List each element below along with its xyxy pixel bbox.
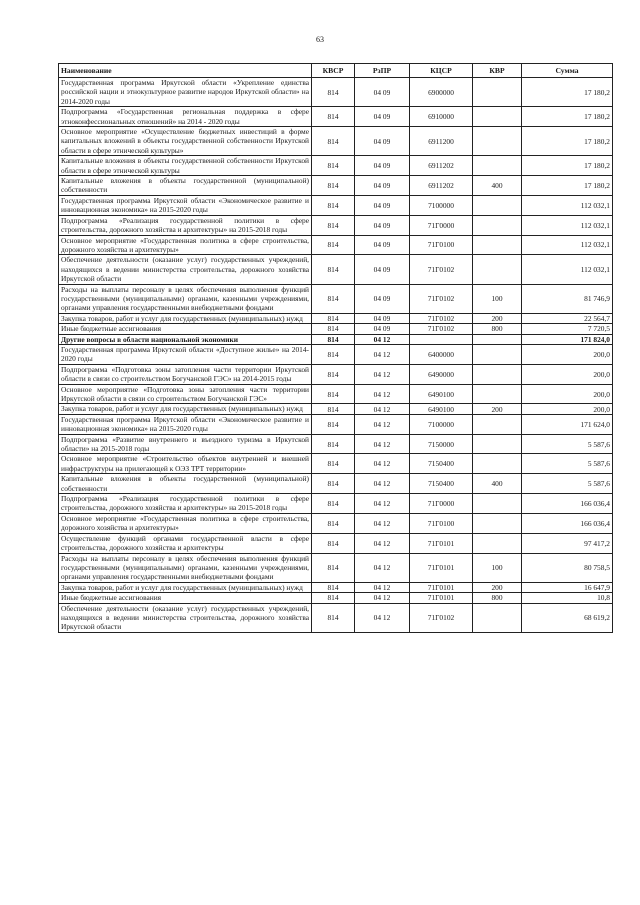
table-row <box>59 603 613 632</box>
cell-sum: 200,0 <box>522 404 613 414</box>
cell-kvsr: 814 <box>312 494 355 514</box>
cell-rzpr: 04 09 <box>355 176 410 196</box>
cell-kvsr: 814 <box>312 284 355 313</box>
cell-name: Основное мероприятие «Осуществление бюджетных инвестиций в форме капитальных вложений в объекты государственной собственности Иркутской области в сфере этнической культуры» <box>59 127 312 156</box>
cell-rzpr: 04 09 <box>355 78 410 107</box>
cell-rzpr: 04 12 <box>355 434 410 454</box>
table-row <box>59 215 613 235</box>
cell-rzpr: 04 09 <box>355 127 410 156</box>
cell-kcsr: 71Г0000 <box>410 215 473 235</box>
cell-kvr <box>473 364 522 384</box>
cell-kcsr <box>410 334 473 344</box>
cell-kcsr: 71Г0102 <box>410 284 473 313</box>
cell-kvr <box>473 195 522 215</box>
cell-sum: 171 824,0 <box>522 334 613 344</box>
cell-sum: 17 180,2 <box>522 176 613 196</box>
cell-kcsr: 71Г0101 <box>410 533 473 553</box>
cell-kvsr: 814 <box>312 404 355 414</box>
cell-name: Государственная программа Иркутской области «Экономическое развитие и инновационная экономика» на 2015-2020 годы <box>59 195 312 215</box>
cell-kvsr: 814 <box>312 414 355 434</box>
table-row <box>59 364 613 384</box>
cell-kvr: 100 <box>473 284 522 313</box>
cell-kcsr: 6900000 <box>410 78 473 107</box>
cell-rzpr: 04 09 <box>355 324 410 334</box>
cell-kvsr: 814 <box>312 334 355 344</box>
table-row <box>59 127 613 156</box>
cell-kcsr: 71Г0101 <box>410 593 473 603</box>
table-row <box>59 255 613 284</box>
cell-name: Государственная программа Иркутской области «Укрепление единства российской нации и этнокультурное развитие народов Иркутской области» на 2014-2020 годы <box>59 78 312 107</box>
cell-kvr <box>473 414 522 434</box>
cell-kcsr: 71Г0100 <box>410 235 473 255</box>
cell-name: Иные бюджетные ассигнования <box>59 324 312 334</box>
cell-rzpr: 04 12 <box>355 553 410 582</box>
table-row <box>59 533 613 553</box>
table-row <box>59 494 613 514</box>
cell-sum: 17 180,2 <box>522 78 613 107</box>
table-row <box>59 474 613 494</box>
budget-table <box>58 63 613 633</box>
cell-name: Закупка товаров, работ и услуг для государственных (муниципальных) нужд <box>59 404 312 414</box>
cell-kcsr: 7150000 <box>410 434 473 454</box>
cell-kvr <box>473 513 522 533</box>
cell-sum: 200,0 <box>522 364 613 384</box>
cell-sum: 5 587,6 <box>522 454 613 474</box>
cell-sum: 68 619,2 <box>522 603 613 632</box>
cell-kvsr: 814 <box>312 195 355 215</box>
cell-sum: 112 032,1 <box>522 255 613 284</box>
cell-name: Капитальные вложения в объекты государственной (муниципальной) собственности <box>59 474 312 494</box>
cell-rzpr: 04 09 <box>355 156 410 176</box>
cell-sum: 112 032,1 <box>522 235 613 255</box>
cell-kcsr: 7100000 <box>410 195 473 215</box>
cell-kvsr: 814 <box>312 454 355 474</box>
cell-rzpr: 04 12 <box>355 582 410 592</box>
cell-kcsr: 7150400 <box>410 454 473 474</box>
cell-kvr <box>473 127 522 156</box>
cell-kvr <box>473 107 522 127</box>
cell-kvr: 800 <box>473 324 522 334</box>
table-row <box>59 334 613 344</box>
cell-name: Подпрограмма «Государственная региональная поддержка в сфере этноконфессиональных отношений» на 2014 - 2020 годы <box>59 107 312 127</box>
cell-sum: 112 032,1 <box>522 215 613 235</box>
cell-sum: 171 624,0 <box>522 414 613 434</box>
cell-rzpr: 04 12 <box>355 384 410 404</box>
cell-kvr <box>473 603 522 632</box>
cell-kcsr: 71Г0102 <box>410 603 473 632</box>
cell-kvr: 800 <box>473 593 522 603</box>
table-row <box>59 235 613 255</box>
cell-name: Подпрограмма «Подготовка зоны затопления части территории Иркутской области в связи со строительством Богучанской ГЭС» на 2014-2015 годы <box>59 364 312 384</box>
table-row <box>59 284 613 313</box>
cell-sum: 200,0 <box>522 344 613 364</box>
cell-sum: 17 180,2 <box>522 107 613 127</box>
cell-kvsr: 814 <box>312 127 355 156</box>
cell-kcsr: 71Г0102 <box>410 255 473 284</box>
cell-kvr: 200 <box>473 582 522 592</box>
cell-rzpr: 04 09 <box>355 284 410 313</box>
cell-kcsr: 71Г0100 <box>410 513 473 533</box>
table-row <box>59 553 613 582</box>
table-row <box>59 344 613 364</box>
cell-sum: 112 032,1 <box>522 195 613 215</box>
cell-sum: 17 180,2 <box>522 156 613 176</box>
cell-name: Основное мероприятие «Государственная политика в сфере строительства, дорожного хозяйства и архитектуры» <box>59 235 312 255</box>
cell-rzpr: 04 12 <box>355 414 410 434</box>
cell-name: Иные бюджетные ассигнования <box>59 593 312 603</box>
cell-kvsr: 814 <box>312 215 355 235</box>
cell-kcsr: 6490100 <box>410 384 473 404</box>
cell-kvr <box>473 78 522 107</box>
cell-sum: 17 180,2 <box>522 127 613 156</box>
cell-kvsr: 814 <box>312 344 355 364</box>
cell-kvr <box>473 156 522 176</box>
cell-kvr: 400 <box>473 474 522 494</box>
table-row <box>59 414 613 434</box>
table-row <box>59 454 613 474</box>
cell-rzpr: 04 09 <box>355 195 410 215</box>
cell-kvsr: 814 <box>312 553 355 582</box>
header-sum: Сумма <box>522 64 613 78</box>
cell-kcsr: 6490100 <box>410 404 473 414</box>
cell-kcsr: 6911202 <box>410 176 473 196</box>
cell-name: Подпрограмма «Развитие внутреннего и въездного туризма в Иркутской области» на 2015-2018 годы <box>59 434 312 454</box>
cell-kvsr: 814 <box>312 474 355 494</box>
cell-kvsr: 814 <box>312 603 355 632</box>
cell-rzpr: 04 09 <box>355 255 410 284</box>
cell-kvr <box>473 235 522 255</box>
cell-kvr: 400 <box>473 176 522 196</box>
cell-name: Другие вопросы в области национальной экономики <box>59 334 312 344</box>
cell-kvr <box>473 334 522 344</box>
cell-kcsr: 71Г0102 <box>410 313 473 323</box>
cell-name: Основное мероприятие «Строительство объектов внутренней и внешней инфраструктуры на прилегающей к ОЭЗ ТРТ территории» <box>59 454 312 474</box>
cell-name: Государственная программа Иркутской области «Экономическое развитие и инновационная экономика» на 2015-2020 годы <box>59 414 312 434</box>
cell-name: Обеспечение деятельности (оказание услуг) государственных учреждений, находящихся в ведении министерства строительства, дорожного хозяйства Иркутской области <box>59 255 312 284</box>
cell-rzpr: 04 12 <box>355 513 410 533</box>
table-row <box>59 176 613 196</box>
header-kcsr: КЦСР <box>410 64 473 78</box>
cell-rzpr: 04 12 <box>355 454 410 474</box>
cell-kcsr: 71Г0102 <box>410 324 473 334</box>
cell-sum: 80 758,5 <box>522 553 613 582</box>
cell-kvsr: 814 <box>312 364 355 384</box>
cell-kcsr: 6910000 <box>410 107 473 127</box>
cell-kcsr: 7150400 <box>410 474 473 494</box>
cell-sum: 200,0 <box>522 384 613 404</box>
table-body <box>59 78 613 633</box>
cell-rzpr: 04 12 <box>355 344 410 364</box>
header-kvsr: КВСР <box>312 64 355 78</box>
cell-name: Подпрограмма «Реализация государственной политики в сфере строительства, дорожного хозяйства и архитектуры» на 2015-2018 годы <box>59 494 312 514</box>
cell-kvsr: 814 <box>312 324 355 334</box>
table-row <box>59 513 613 533</box>
cell-kvsr: 814 <box>312 593 355 603</box>
cell-rzpr: 04 09 <box>355 215 410 235</box>
table-row <box>59 384 613 404</box>
table-row <box>59 593 613 603</box>
cell-name: Закупка товаров, работ и услуг для государственных (муниципальных) нужд <box>59 582 312 592</box>
cell-kcsr: 7100000 <box>410 414 473 434</box>
cell-kvsr: 814 <box>312 434 355 454</box>
cell-rzpr: 04 09 <box>355 313 410 323</box>
cell-kvsr: 814 <box>312 513 355 533</box>
cell-name: Государственная программа Иркутской области «Доступное жилье» на 2014-2020 годы <box>59 344 312 364</box>
cell-sum: 16 647,9 <box>522 582 613 592</box>
table-row <box>59 107 613 127</box>
cell-sum: 81 746,9 <box>522 284 613 313</box>
cell-kvsr: 814 <box>312 235 355 255</box>
table-row <box>59 156 613 176</box>
cell-name: Осуществление функций органами государственной власти в сфере строительства, дорожного хозяйства и архитектуры <box>59 533 312 553</box>
cell-kvsr: 814 <box>312 384 355 404</box>
cell-sum: 97 417,2 <box>522 533 613 553</box>
cell-name: Расходы на выплаты персоналу в целях обеспечения выполнения функций государственными (муниципальными) органами, казенными учреждениями, органами управления государственными внебюджетными фондами <box>59 553 312 582</box>
cell-sum: 5 587,6 <box>522 434 613 454</box>
cell-kcsr: 71Г0101 <box>410 553 473 582</box>
cell-kvsr: 814 <box>312 78 355 107</box>
cell-kvr <box>473 434 522 454</box>
cell-kvsr: 814 <box>312 582 355 592</box>
cell-sum: 166 036,4 <box>522 494 613 514</box>
table-row <box>59 195 613 215</box>
cell-kvr <box>473 344 522 364</box>
cell-name: Расходы на выплаты персоналу в целях обеспечения выполнения функций государственными (муниципальными) органами, казенными учреждениями, органами управления государственными внебюджетными фондами <box>59 284 312 313</box>
cell-kvr: 200 <box>473 313 522 323</box>
cell-kcsr: 6911202 <box>410 156 473 176</box>
cell-name: Подпрограмма «Реализация государственной политики в сфере строительства, дорожного хозяйства и архитектуры» на 2015-2018 годы <box>59 215 312 235</box>
cell-name: Основное мероприятие «Государственная политика в сфере строительства, дорожного хозяйства и архитектуры» <box>59 513 312 533</box>
header-rzpr: РзПР <box>355 64 410 78</box>
cell-kcsr: 71Г0000 <box>410 494 473 514</box>
cell-kvsr: 814 <box>312 255 355 284</box>
cell-rzpr: 04 12 <box>355 494 410 514</box>
cell-rzpr: 04 12 <box>355 364 410 384</box>
cell-kvsr: 814 <box>312 107 355 127</box>
cell-kvr <box>473 255 522 284</box>
cell-kvr: 100 <box>473 553 522 582</box>
table-row <box>59 313 613 323</box>
cell-rzpr: 04 12 <box>355 603 410 632</box>
cell-rzpr: 04 12 <box>355 474 410 494</box>
cell-sum: 22 564,7 <box>522 313 613 323</box>
cell-rzpr: 04 12 <box>355 404 410 414</box>
cell-kcsr: 6400000 <box>410 344 473 364</box>
cell-kvr <box>473 494 522 514</box>
table-row <box>59 78 613 107</box>
cell-kvr <box>473 215 522 235</box>
cell-kvr <box>473 384 522 404</box>
cell-rzpr: 04 12 <box>355 334 410 344</box>
header-name: Наименование <box>59 64 312 78</box>
table-header-row <box>59 64 613 78</box>
cell-rzpr: 04 12 <box>355 593 410 603</box>
table-row <box>59 582 613 592</box>
cell-sum: 166 036,4 <box>522 513 613 533</box>
cell-kvsr: 814 <box>312 313 355 323</box>
cell-name: Закупка товаров, работ и услуг для государственных (муниципальных) нужд <box>59 313 312 323</box>
cell-kvsr: 814 <box>312 533 355 553</box>
cell-kvr <box>473 533 522 553</box>
cell-kvsr: 814 <box>312 156 355 176</box>
cell-rzpr: 04 12 <box>355 533 410 553</box>
page-number: 63 <box>316 35 324 44</box>
cell-sum: 5 587,6 <box>522 474 613 494</box>
cell-kcsr: 6490000 <box>410 364 473 384</box>
table-row <box>59 324 613 334</box>
cell-kcsr: 6911200 <box>410 127 473 156</box>
cell-kcsr: 71Г0101 <box>410 582 473 592</box>
cell-kvsr: 814 <box>312 176 355 196</box>
cell-name: Основное мероприятие «Подготовка зоны затопления части территории Иркутской области в связи со строительством Богучанской ГЭС» <box>59 384 312 404</box>
cell-kvr: 200 <box>473 404 522 414</box>
cell-rzpr: 04 09 <box>355 107 410 127</box>
table-row <box>59 404 613 414</box>
cell-name: Обеспечение деятельности (оказание услуг) государственных учреждений, находящихся в ведении министерства строительства, дорожного хозяйства Иркутской области <box>59 603 312 632</box>
table-row <box>59 434 613 454</box>
cell-rzpr: 04 09 <box>355 235 410 255</box>
cell-sum: 10,8 <box>522 593 613 603</box>
cell-sum: 7 720,5 <box>522 324 613 334</box>
cell-name: Капитальные вложения в объекты государственной собственности Иркутской области в сфере этнической культуры <box>59 156 312 176</box>
cell-kvr <box>473 454 522 474</box>
cell-name: Капитальные вложения в объекты государственной (муниципальной) собственности <box>59 176 312 196</box>
header-kvr: КВР <box>473 64 522 78</box>
